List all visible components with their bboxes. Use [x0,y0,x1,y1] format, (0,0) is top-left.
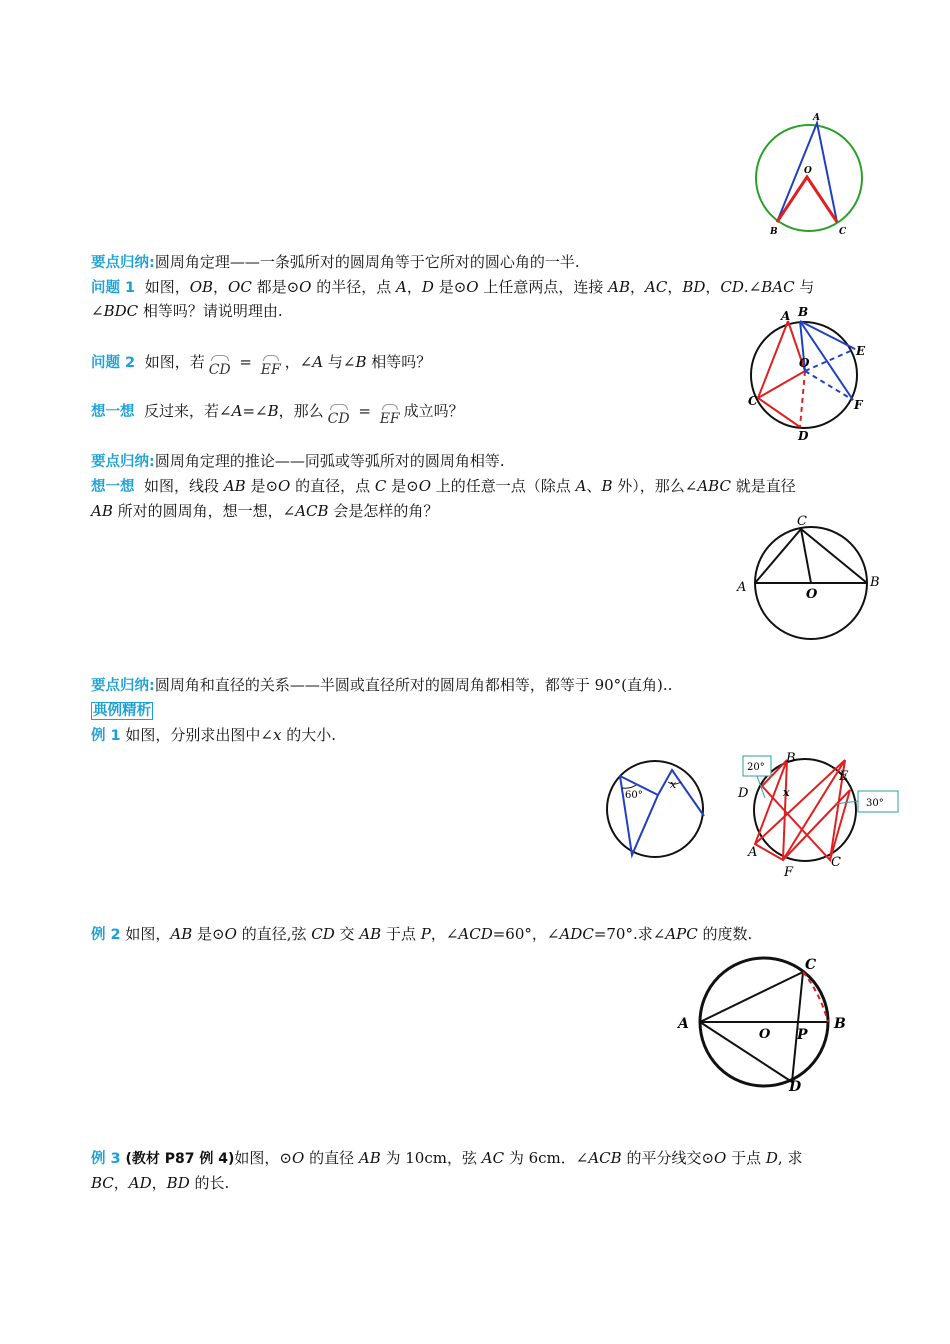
text: 为 6cm．∠ [504,1149,589,1167]
text: 成立吗？ [403,402,464,420]
math: C [374,477,387,495]
text: 如图，线段 [144,477,224,495]
text: 是⊙ [192,925,225,943]
math: O [466,278,479,296]
fig2-label-c: C [748,394,758,408]
question-1-line-2 [91,301,283,321]
fig1-label-c: C [839,227,847,237]
text: ， [705,278,721,296]
text: 外），那么∠ [612,477,698,495]
fig2-label-d: D [798,429,809,443]
math: ACB [588,1149,622,1167]
text: 相等吗？ [366,353,432,371]
key-point-text: 圆周角定理——一条弧所对的圆周角等于它所对的圆心角的一半. [154,253,580,271]
fig6-label-d: D [789,1079,802,1095]
key-point-3 [91,675,672,696]
fig3-label-a: A [737,580,747,595]
fig6-label-o: O [759,1027,771,1042]
math: ABC [697,477,731,495]
math: BD [682,278,706,296]
text: = [234,353,257,371]
fig6-label-c: C [805,957,817,973]
example-3-line-2 [91,1173,229,1193]
text: =60°，∠ [492,925,560,943]
math: P [420,925,431,943]
figure-central-angle [750,110,880,240]
example-1 [91,725,336,746]
fig2-label-f: F [854,398,863,412]
fig1-label-b: B [770,227,778,237]
text: 是⊙ [386,477,419,495]
fig2-label-a: A [781,309,791,323]
text: =70°.求∠ [593,925,666,943]
figure-example-1-right [735,748,905,878]
arc-cd: CD [327,411,350,427]
example-tag: 例 3 [91,1151,121,1167]
math: ACD [458,925,493,943]
text: ，∠ [284,353,313,371]
example-2 [91,924,752,945]
key-point-1 [91,252,580,273]
text: 如图，分别求出图中∠ [120,726,273,744]
fig3-label-o: O [806,587,818,602]
math: CD [311,925,335,943]
fig2-label-o: O [799,356,810,370]
text: 的大小. [281,726,336,744]
fig6-label-p: P [797,1027,808,1043]
text: 交 [334,925,360,943]
math: OB [189,278,214,296]
math: AB [608,278,630,296]
text: ， [667,278,683,296]
fig6-label-b: B [834,1016,846,1032]
fig1-label-o: O [804,166,812,176]
text: 的半径，点 [311,278,397,296]
fig5-label-d: D [738,786,749,801]
question-tag: 问题 1 [91,280,136,296]
textbook-reference: (教材 P87 例 4) [120,1151,235,1167]
example-tag: 例 2 [91,927,121,943]
math: AB [223,477,246,495]
text: 的直径，点 [290,477,375,495]
text: 如图， [144,278,190,296]
text: 如图，若 [144,353,205,371]
arc-cd: CD [208,362,231,378]
fig2-label-e: E [856,344,866,358]
fig3-label-c: C [797,514,807,529]
math: A [231,402,243,420]
text: ，∠ [430,925,459,943]
text: ， [213,278,229,296]
fig5-label-a: A [748,845,758,860]
math: AB [91,502,113,520]
fig5-label-e: E [839,769,849,784]
math: AC [481,1149,505,1167]
figure-example-2 [672,955,852,1095]
example-3-line-1 [91,1148,802,1169]
text: ， [629,278,645,296]
fig4-angle-label: 60° [625,790,643,801]
text: 的度数. [697,925,753,943]
math: AB [359,925,382,943]
text: 是⊙ [245,477,279,495]
math: B [355,353,367,371]
text: 相等吗？请说明理由. [138,302,283,320]
text: ， [151,1174,167,1192]
text: 于点 [726,1149,766,1167]
key-point-tag: 要点归纳: [91,678,155,694]
arc-ef: EF [260,362,281,378]
text: , 求 [777,1149,803,1167]
fig5-label-b: B [786,751,796,766]
math: x [272,726,282,744]
math: AB [170,925,193,943]
figure-equal-arcs [745,303,875,443]
text: 是⊙ [433,278,467,296]
text: 都是⊙ [251,278,300,296]
math: AC [645,278,668,296]
math: A [575,477,587,495]
fig5-label-f: F [784,865,794,880]
math: B [267,402,279,420]
fig3-label-b: B [870,575,880,590]
think-2-line-2 [91,501,438,521]
figure-diameter-angle [733,512,893,642]
text: 、 [586,477,602,495]
math: ADC [559,925,594,943]
text: 的直径,弦 [236,925,312,943]
key-point-2 [91,451,505,472]
fig5-label-c: C [831,855,841,870]
math: BC [91,1174,114,1192]
text: .∠ [743,278,762,296]
math: BDC [103,302,139,320]
math: A [312,353,324,371]
figure-example-1-left [602,758,712,868]
text: 的长. [189,1174,230,1192]
think-tag: 想一想 [91,404,135,420]
text: 会是怎样的角？ [328,502,439,520]
key-point-text: 圆周角和直径的关系——半圆或直径所对的圆周角都相等，都等于 90°(直角).. [154,676,673,694]
text: 上的任意一点（除点 [431,477,576,495]
math: AD [128,1174,152,1192]
math: APC [665,925,698,943]
section-title: 典例精析 [93,703,151,719]
math: CD [720,278,744,296]
text: ，那么 [278,402,324,420]
fig5-label-x: x [783,786,790,799]
fig5-callout-20: 20° [747,762,765,773]
text: 的平分线交⊙ [621,1149,715,1167]
text: =∠ [242,402,268,420]
fig4-x-label: x [670,778,677,791]
math: AB [358,1149,381,1167]
text: ， [406,278,422,296]
text: 与 [794,278,815,296]
text: 所对的圆周角，想一想，∠ [112,502,296,520]
math: O [224,925,237,943]
text: 于点 [381,925,421,943]
key-point-tag: 要点归纳: [91,255,155,271]
math: O [278,477,291,495]
text: 反过来，若∠ [144,402,232,420]
think-2-line-1 [91,476,796,497]
math: D [421,278,434,296]
arc-ef: EF [379,411,400,427]
fig1-label-a: A [813,113,820,123]
math: OC [228,278,252,296]
key-point-tag: 要点归纳: [91,454,155,470]
example-tag: 例 1 [91,728,121,744]
math: O [418,477,432,495]
question-2 [91,352,432,378]
math: O [299,278,312,296]
math: BAC [761,278,795,296]
math: ACB [295,502,329,520]
text: ， [113,1174,129,1192]
think-tag: 想一想 [91,479,135,495]
text: ∠ [91,302,104,320]
text: 上任意两点，连接 [478,278,609,296]
fig5-callout-30: 30° [866,798,884,809]
text: 为 10cm，弦 [380,1149,482,1167]
text: 就是直径 [730,477,796,495]
text: 如图， [120,925,171,943]
math: D [765,1149,778,1167]
math: A [396,278,407,296]
key-point-text: 圆周角定理的推论——同弧或等弧所对的圆周角相等. [154,452,505,470]
question-1-line-1 [91,277,814,298]
math: O [714,1149,727,1167]
math: B [601,477,613,495]
math: O [292,1149,305,1167]
text: 如图，⊙ [234,1149,292,1167]
section-heading [91,700,153,721]
think-1 [91,401,464,427]
text: = [353,402,376,420]
math: BD [166,1174,190,1192]
text: 与∠ [323,353,356,371]
text: 的直径 [304,1149,359,1167]
fig2-label-b: B [798,305,809,319]
question-tag: 问题 2 [91,355,136,371]
fig6-label-a: A [678,1016,689,1032]
